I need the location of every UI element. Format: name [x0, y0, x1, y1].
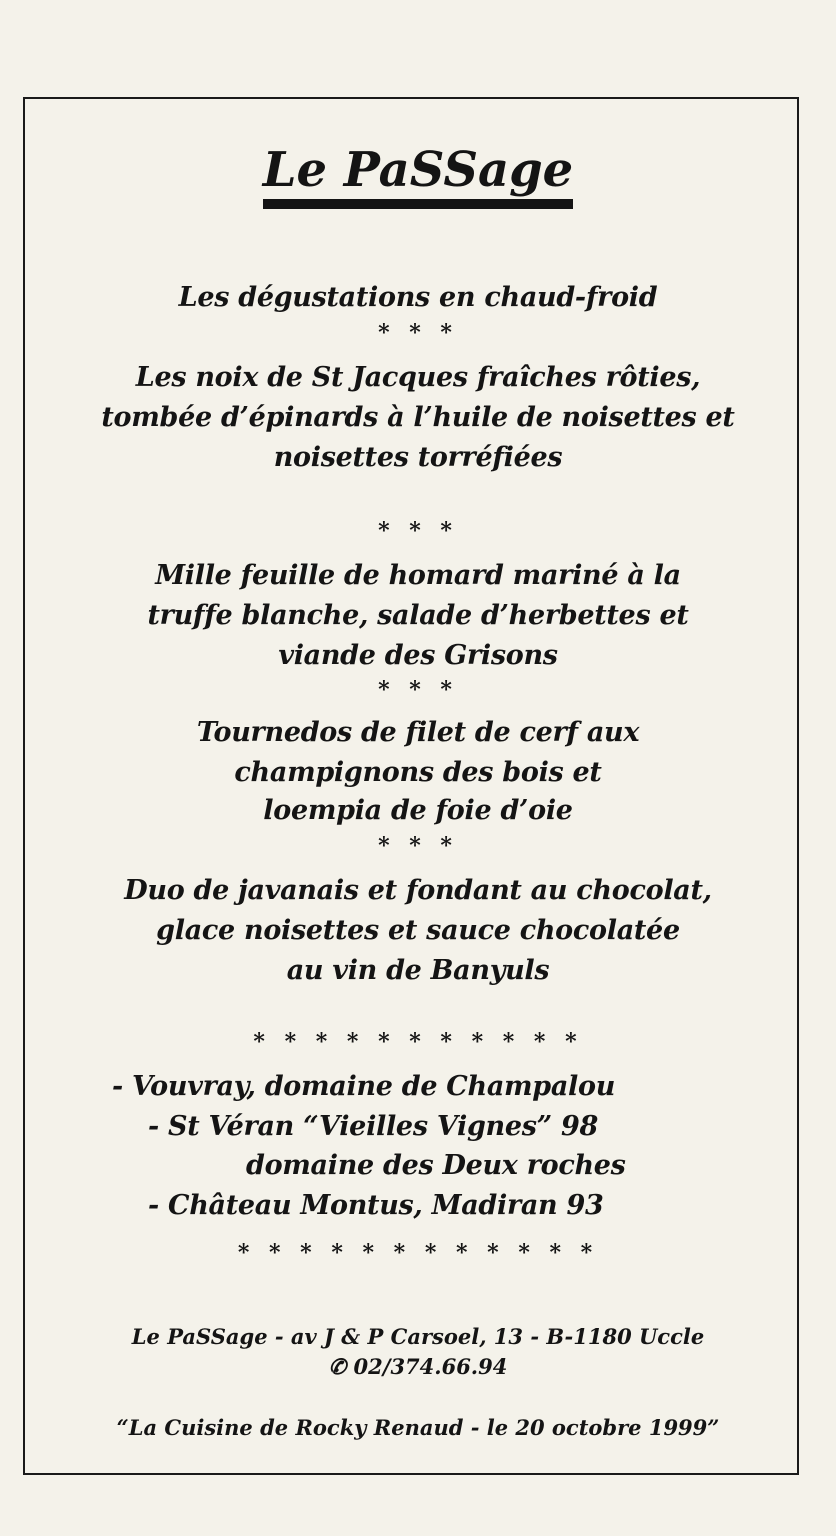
footer-phone: ✆ 02/374.66.94 [328, 1354, 508, 1379]
wine-2: - St Véran “Vieilles Vignes” 98 [148, 1111, 598, 1142]
separator-long: * * * * * * * * * * * [253, 1029, 583, 1055]
restaurant-title: Le PaSSage [0, 140, 836, 209]
separator: * * * [378, 320, 458, 346]
dish-2-line-3: viande des Grisons [278, 640, 558, 671]
dish-1-line-3: noisettes torréfiées [273, 442, 563, 473]
separator: * * * [378, 518, 458, 544]
separator-long: * * * * * * * * * * * * [237, 1240, 599, 1266]
footer-address: Le PaSSage - av J & P Carsoel, 13 - B-1180 Uccle [131, 1324, 705, 1349]
dish-4-line-1: Duo de javanais et fondant au chocolat, [124, 875, 712, 906]
dish-3-line-2: champignons des bois et [234, 757, 602, 788]
dish-3-line-3: loempia de foie d’oie [263, 795, 573, 826]
dish-3-line-1: Tournedos de filet de cerf aux [196, 717, 640, 748]
dish-1-line-2: tombée d’épinards à l’huile de noisettes et [101, 402, 735, 433]
dish-2-line-2: truffe blanche, salade d’herbettes et [147, 600, 689, 631]
separator: * * * [378, 833, 458, 859]
wine-3: - Château Montus, Madiran 93 [148, 1190, 604, 1221]
wine-2-producer: domaine des Deux roches [246, 1150, 626, 1181]
dish-4-line-3: au vin de Banyuls [286, 955, 550, 986]
wine-1: - Vouvray, domaine de Champalou [112, 1071, 616, 1102]
intro-line: Les dégustations en chaud-froid [178, 282, 658, 313]
separator: * * * [378, 677, 458, 703]
dish-4-line-2: glace noisettes et sauce chocolatée [156, 915, 680, 946]
footer-signature: “La Cuisine de Rocky Renaud - le 20 octobre 1999” [116, 1415, 720, 1440]
dish-2-line-1: Mille feuille de homard mariné à la [155, 560, 681, 591]
dish-1-line-1: Les noix de St Jacques fraîches rôties, [135, 362, 701, 393]
